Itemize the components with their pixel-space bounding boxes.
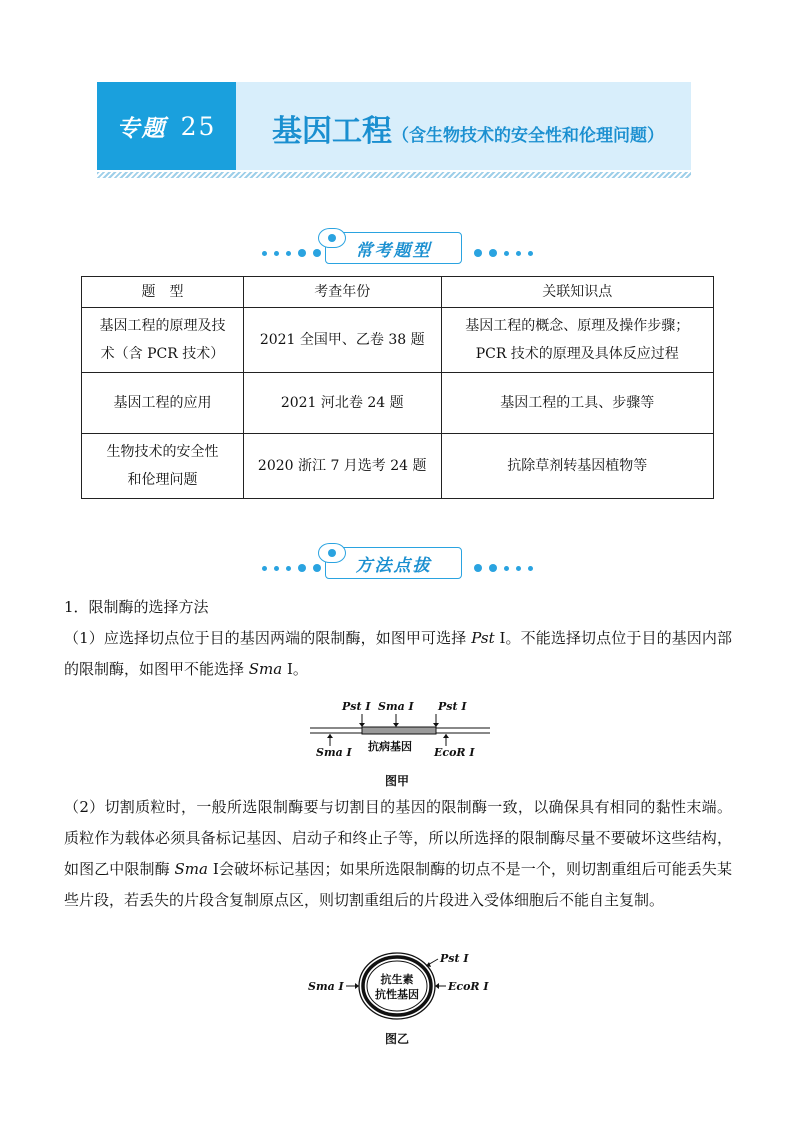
- label-sma-mid: Sma Ⅰ: [378, 700, 414, 713]
- title-sub: （含生物技术的安全性和伦理问题）: [392, 126, 664, 146]
- eye-icon: [318, 543, 346, 563]
- cell-type: 基因工程的应用: [82, 373, 244, 434]
- cell-year: 2021 河北卷 24 题: [243, 373, 441, 434]
- question-type-table: [81, 276, 714, 499]
- table-row: [82, 373, 714, 434]
- column-header: 题 型: [82, 277, 244, 308]
- plasmid-gene-line1: 抗生素: [380, 973, 414, 986]
- paragraph-2: （2）切割质粒时，一般所选限制酶要与切割目的基因的限制酶一致，以确保具有相同的黏性末端。质粒作为载体必须具备标记基因、启动子和终止子等，所以所选择的限制酶尽量不要破坏这些结构，如图乙中限制酶 Sma Ⅰ会破坏标记基因；如果所选限制酶的切点不是一个，则切割重组后可能丢失某些片段，若丢失的片段含复制原点区，则切割重组后的片段进入受体细胞后不能自主复制。: [64, 798, 732, 909]
- cell-knowledge: 基因工程的概念、原理及操作步骤； PCR 技术的原理及具体反应过程: [441, 308, 713, 373]
- table-row: [82, 308, 714, 373]
- decor-dots-left: [262, 250, 321, 256]
- cell-knowledge: 基因工程的工具、步骤等: [441, 373, 713, 434]
- title-main: 基因工程: [272, 114, 392, 149]
- label-pst: Pst Ⅰ: [440, 952, 469, 965]
- column-header: 考查年份: [243, 277, 441, 308]
- gene-label: 抗病基因: [368, 740, 412, 753]
- cell-type: 生物技术的安全性 和伦理问题: [82, 434, 244, 499]
- table-header-row: [82, 277, 714, 308]
- cell-type: 基因工程的原理及技 术（含 PCR 技术）: [82, 308, 244, 373]
- label-pst-left: Pst Ⅰ: [342, 700, 371, 713]
- label-ecor: EcoR Ⅰ: [448, 980, 489, 993]
- cell-knowledge: 抗除草剂转基因植物等: [441, 434, 713, 499]
- topic-tag-label: 专题: [116, 114, 167, 142]
- topic-tag: [97, 82, 236, 170]
- paragraph-1: （1）应选择切点位于目的基因两端的限制酶，如图甲可选择 Pst Ⅰ。不能选择切点位于目的基因内部的限制酶，如图甲不能选择 Sma Ⅰ。: [64, 629, 732, 678]
- figure-b-plasmid: [304, 946, 494, 1026]
- topic-banner: [97, 82, 691, 170]
- eye-icon: [318, 228, 346, 248]
- decor-dots-left: [262, 565, 321, 571]
- cell-year: 2021 全国甲、乙卷 38 题: [243, 308, 441, 373]
- section-badge: 方法点拔: [325, 547, 462, 579]
- section-badge: 常考题型: [325, 232, 462, 264]
- section-common-types: [0, 228, 794, 268]
- cell-year: 2020 浙江 7 月选考 24 题: [243, 434, 441, 499]
- plasmid-gene-line2: 抗性基因: [375, 988, 419, 1001]
- decor-dots-right: [474, 250, 533, 256]
- table-row: [82, 434, 714, 499]
- label-pst-right: Pst Ⅰ: [438, 700, 467, 713]
- figure-a-caption: 图甲: [385, 774, 410, 788]
- label-ecor-bottom: EcoR Ⅰ: [434, 746, 475, 759]
- label-sma: Sma Ⅰ: [308, 980, 344, 993]
- page-title: [272, 106, 664, 150]
- label-sma-bottom: Sma Ⅰ: [316, 746, 352, 759]
- method-heading: 1．限制酶的选择方法: [64, 598, 209, 616]
- column-header: 关联知识点: [441, 277, 713, 308]
- topic-number: 25: [180, 111, 217, 141]
- decor-dots-right: [474, 565, 533, 571]
- figure-b-caption: 图乙: [385, 1032, 410, 1046]
- banner-divider: [97, 172, 691, 178]
- section-method-tips: [0, 543, 794, 583]
